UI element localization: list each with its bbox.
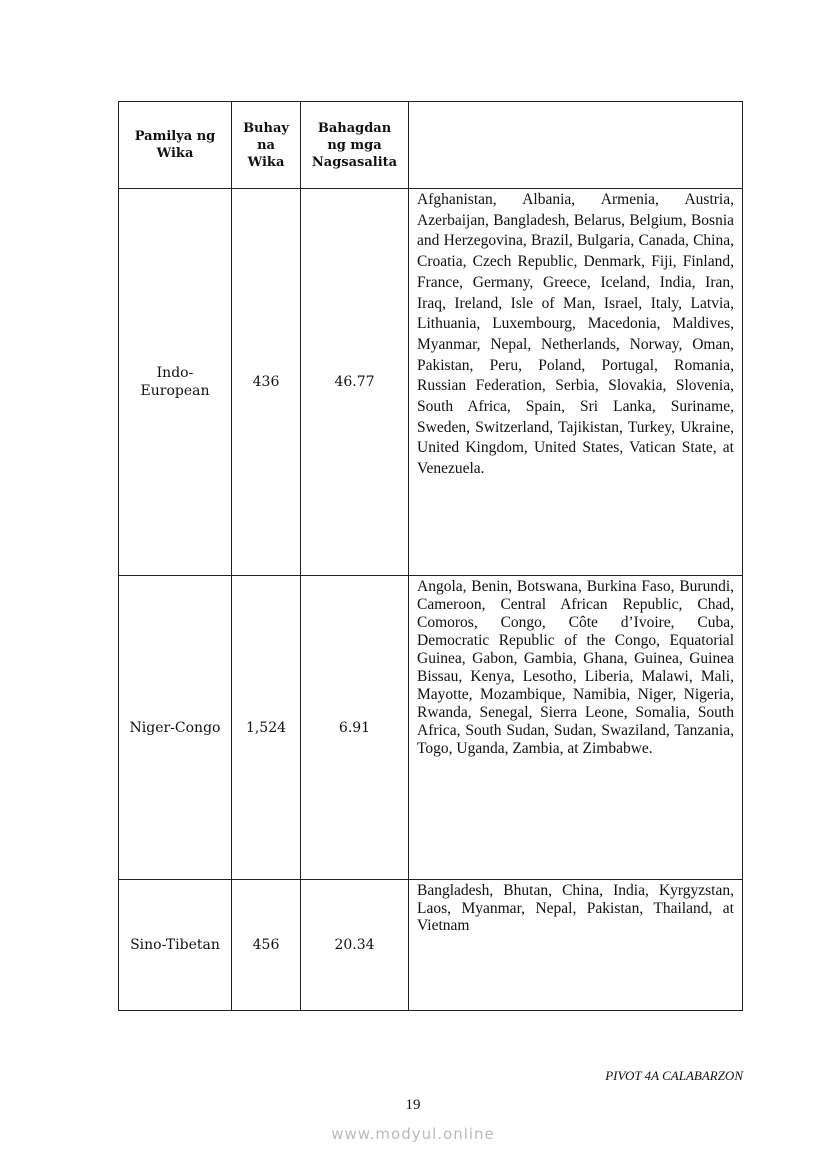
- header-countries: [409, 102, 743, 189]
- footer-label: PIVOT 4A CALABARZON: [605, 1068, 743, 1083]
- header-family: Pamilya ng Wika: [119, 102, 232, 189]
- family-cell: Niger-Congo: [119, 576, 232, 880]
- table-header-row: [119, 102, 743, 189]
- table-row: [119, 189, 743, 576]
- family-cell: Sino-Tibetan: [119, 880, 232, 1011]
- family-cell: Indo-European: [119, 189, 232, 576]
- countries-cell: Angola, Benin, Botswana, Burkina Faso, Burundi, Cameroon, Central African Republic, Chad, Comoros, Congo, Côte d’Ivoire, Cuba, Democratic Republic of the Congo, Equatorial Guinea, Gabon, Gambia, Ghana, Guinea, Guinea Bissau, Kenya, Lesotho, Liberia, Malawi, Mali, Mayotte, Mozambique, Namibia, Niger, Nigeria, Rwanda, Senegal, Sierra Leone, Somalia, South Africa, South Sudan, Sudan, Swaziland, Tanzania, Togo, Uganda, Zambia, at Zimbabwe.: [409, 576, 743, 880]
- table-row: [119, 576, 743, 880]
- watermark: www.modyul.online: [331, 1125, 495, 1143]
- header-percent-speakers: Bahagdan ng mga Nagsasalita: [301, 102, 409, 189]
- header-living-languages: Buhay na Wika: [232, 102, 301, 189]
- language-family-table: [118, 101, 743, 1011]
- countries-cell: Afghanistan, Albania, Armenia, Austria, Azerbaijan, Bangladesh, Belarus, Belgium, Bosnia and Herzegovina, Brazil, Bulgaria, Canada, China, Croatia, Czech Republic, Denmark, Fiji, Finland, France, Germany, Greece, Iceland, India, Iran, Iraq, Ireland, Isle of Man, Israel, Italy, Latvia, Lithuania, Luxembourg, Macedonia, Maldives, Myanmar, Nepal, Netherlands, Norway, Oman, Pakistan, Peru, Poland, Portugal, Romania, Russian Federation, Serbia, Slovakia, Slovenia, South Africa, Spain, Sri Lanka, Suriname, Sweden, Switzerland, Tajikistan, Turkey, Ukraine, United Kingdom, United States, Vatican State, at Venezuela.: [409, 189, 743, 576]
- table-row: [119, 880, 743, 1011]
- living-languages-cell: 436: [232, 189, 301, 576]
- page-number: 19: [405, 1097, 421, 1113]
- percent-cell: 46.77: [301, 189, 409, 576]
- percent-cell: 20.34: [301, 880, 409, 1011]
- percent-cell: 6.91: [301, 576, 409, 880]
- living-languages-cell: 1,524: [232, 576, 301, 880]
- countries-cell: Bangladesh, Bhutan, China, India, Kyrgyzstan, Laos, Myanmar, Nepal, Pakistan, Thailand, at Vietnam: [409, 880, 743, 1011]
- living-languages-cell: 456: [232, 880, 301, 1011]
